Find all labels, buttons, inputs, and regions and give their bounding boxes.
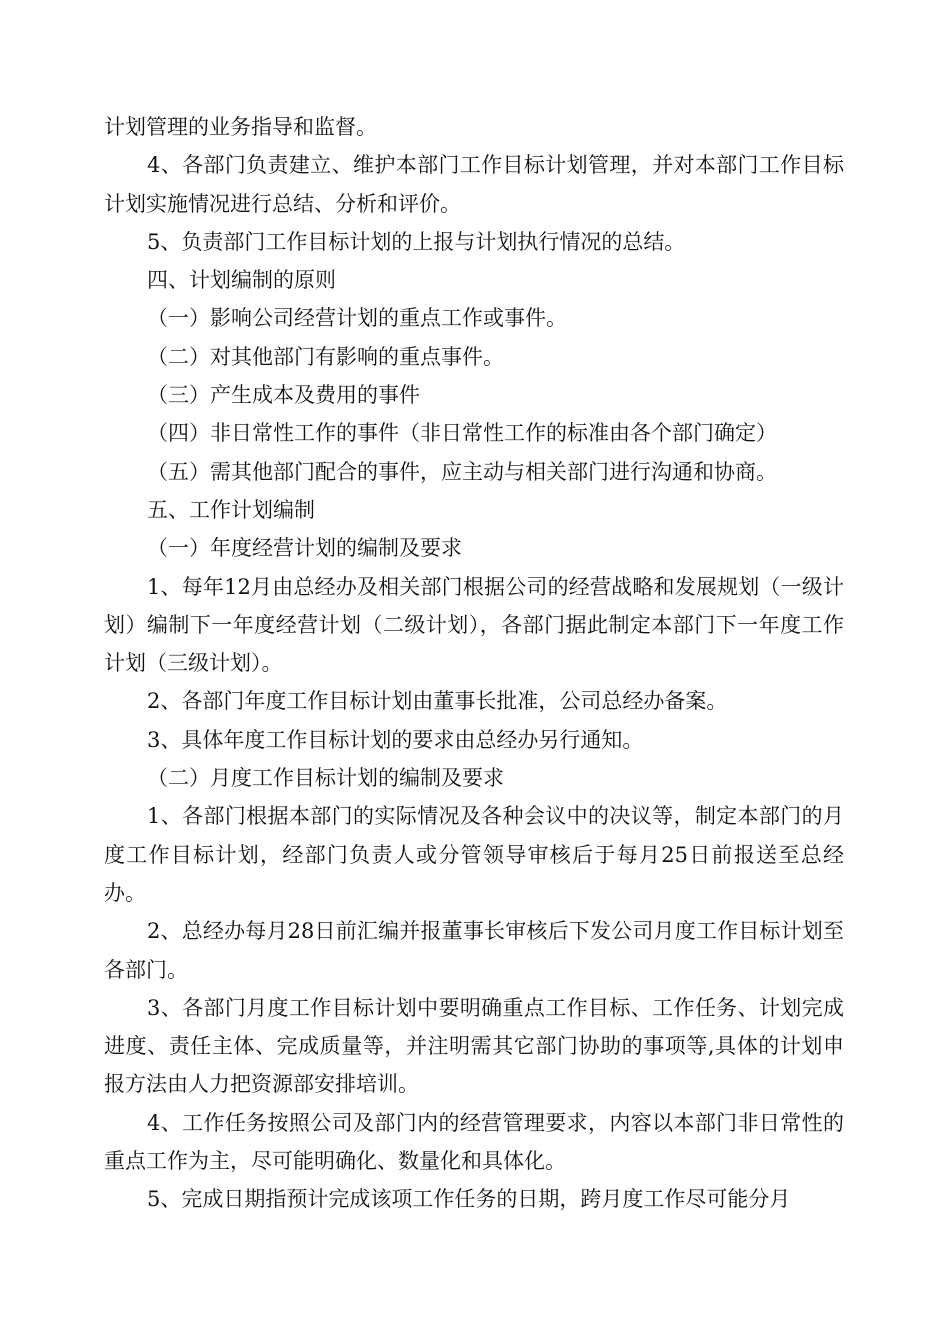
principle-item-5: （五）需其他部门配合的事件，应主动与相关部门进行沟通和协商。 (147, 459, 777, 484)
subsection-annual-plan: （一）年度经营计划的编制及要求 (147, 536, 462, 561)
document-body (104, 108, 844, 1219)
section-heading-5: 五、工作计划编制 (147, 497, 315, 522)
principle-item-4: （四）非日常性工作的事件（非日常性工作的标准由各个部门确定） (147, 421, 777, 446)
paragraph-1: 计划管理的业务指导和监督。 (104, 115, 377, 139)
principle-item-2: （二）对其他部门有影响的重点事件。 (147, 344, 504, 369)
principle-item-3: （三）产生成本及费用的事件 (147, 383, 420, 408)
monthly-item-1: 1、各部门根据本部门的实际情况及各种会议中的决议等，制定本部门的月度工作目标计划，经部门负责人或分管领导审核后于每月25日前报送至总经办。 (104, 804, 844, 905)
paragraph-3: 5、负责部门工作目标计划的上报与计划执行情况的总结。 (147, 229, 686, 254)
principle-item-1: （一）影响公司经营计划的重点工作或事件。 (147, 306, 567, 331)
section-heading-4: 四、计划编制的原则 (147, 268, 336, 293)
monthly-item-3: 3、各部门月度工作目标计划中要明确重点工作目标、工作任务、计划完成进度、责任主体、完成质量等，并注明需其它部门协助的事项等,具体的计划申报方法由人力把资源部安排培训。 (104, 995, 844, 1097)
paragraph-2: 4、各部门负责建立、维护本部门工作目标计划管理，并对本部门工作目标计划实施情况进行总结、分析和评价。 (104, 153, 844, 216)
annual-item-2: 2、各部门年度工作目标计划由董事长批准，公司总经办备案。 (147, 689, 728, 714)
monthly-item-2: 2、总经办每月28日前汇编并报董事长审核后下发公司月度工作目标计划至各部门。 (104, 919, 844, 982)
monthly-item-4: 4、工作任务按照公司及部门内的经营管理要求，内容以本部门非日常性的重点工作为主，尽可能明确化、数量化和具体化。 (104, 1110, 844, 1174)
subsection-monthly-plan: （二）月度工作目标计划的编制及要求 (147, 766, 504, 791)
annual-item-1: 1、每年12月由总经办及相关部门根据公司的经营战略和发展规划（一级计划）编制下一年度经营计划（二级计划），各部门据此制定本部门下一年度工作计划（三级计划）。 (104, 574, 844, 676)
annual-item-3: 3、具体年度工作目标计划的要求由总经办另行通知。 (147, 727, 644, 752)
monthly-item-5: 5、完成日期指预计完成该项工作任务的日期，跨月度工作尽可能分月 (147, 1187, 791, 1212)
